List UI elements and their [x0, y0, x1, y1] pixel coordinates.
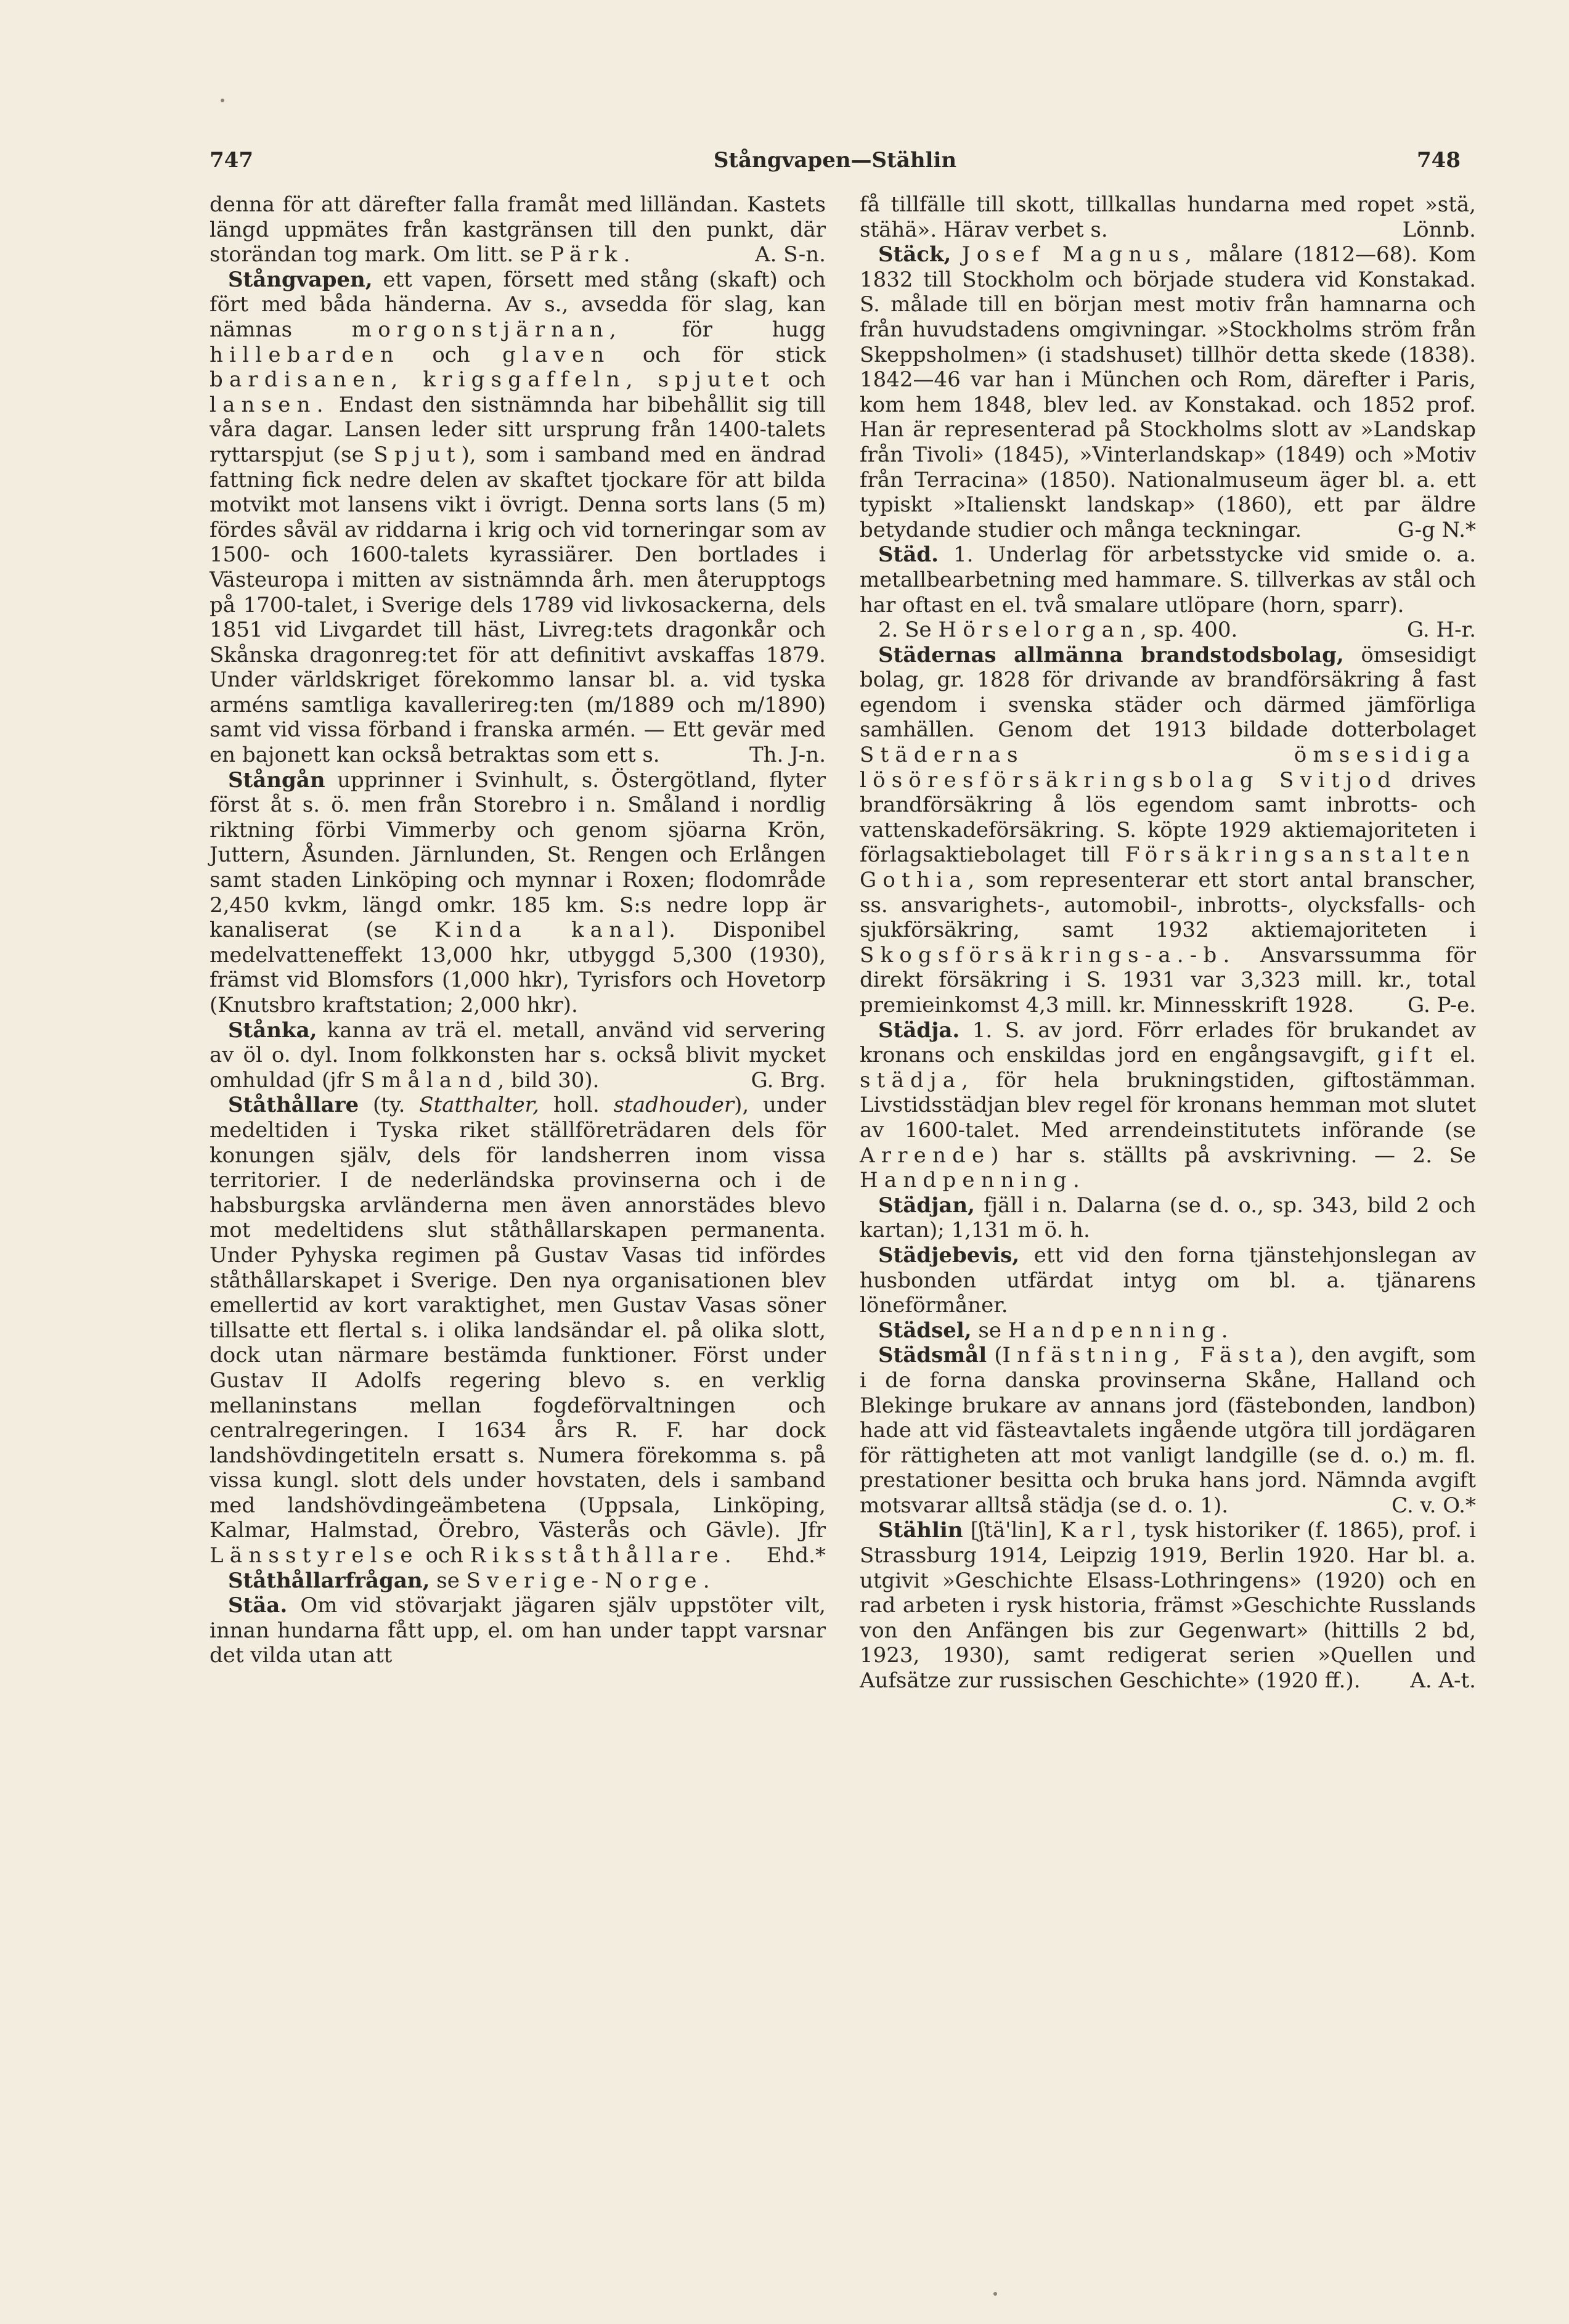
entry-stadja: Städja. 1. S. av jord. Förr erlades för brukandet av kronans och enskildas jord en engångsavgift, gift el. städja, för hela brukningstiden, giftostämman. Livstidsstädjan blev regel för kronans hemman mot slutet av 1600-talet. Med arrendeinstitutets införande (se Arrende) har s. ställts på avskrivning. — 2. Se Handpenning. [860, 1017, 1476, 1193]
left-column [210, 192, 826, 1668]
author-signature: G. Brg. [751, 1067, 826, 1093]
entry-stadsel: Städsel, se Handpenning. [878, 1318, 1234, 1343]
headword: Stångvapen, [228, 267, 373, 292]
headword: Ståthållare [228, 1093, 359, 1118]
headword: Städjebevis, [878, 1242, 1020, 1268]
headword: Stånka, [228, 1017, 317, 1043]
headword: Städsel, [878, 1318, 972, 1343]
author-signature: Ehd.* [766, 1543, 826, 1568]
entry-stanka: Stånka, kanna av trä el. metall, använd vid servering av öl o. dyl. Inom folkkonsten har s. också blivit mycket omhuldad (jfr Småland, bild 30). G. Brg. [210, 1017, 826, 1093]
entry-stadjebevis: Städjebevis, ett vid den forna tjänstehjonslegan av husbonden utfärdat intyg om bl. a. tjänarens löneförmåner. [860, 1242, 1476, 1318]
author-signature: A. A-t. [1410, 1668, 1476, 1694]
author-signature: G-g N.* [1397, 517, 1476, 542]
author-signature: G. H-r. [1406, 618, 1476, 643]
paper-speck [993, 2292, 997, 2296]
headword: Städja. [878, 1017, 960, 1043]
entry-stadernas-brandstodsbolag: Städernas allmänna brandstodsbolag, ömsesidigt bolag, gr. 1828 för drivande av brandförsäkring å fast egendom i svenska städer och därmed jämförliga samhällen. Genom det 1913 bildade dotterbolaget Städernas ömsesidiga lösöresförsäkringsbolag Svitjod drives brandförsäkring å lös egendom samt inbrotts- och vattenskadeförsäkring. S. köpte 1929 aktiemajoriteten i förlagsaktiebolaget till Försäkringsanstalten Gothia, som representerar ett stort antal branscher, ss. ansvarighets-, automobil-, inbrotts-, olycksfalls- och sjukförsäkring, samt 1932 aktiemajoriteten i Skogsförsäkrings-a.-b. Ansvarssumma för direkt försäkring i S. 1931 var 3,323 mill. kr., total premieinkomst 4,3 mill. kr. Minnesskrift 1928. G. P-e. [860, 642, 1476, 1017]
entry-stahlin: Stählin [ʃtä'lin], Karl, tysk historiker (f. 1865), prof. i Strassburg 1914, Leipzig 1919, Berlin 1920. Har bl. a. utgivit »Geschichte Elsass-Lothringens» (1920) och en rad arbeten i rysk historia, främst »Geschichte Russlands von den Anfängen bis zur Gegenwart» (hittills 2 bd, 1923, 1930), samt redigerat serien »Quellen und Aufsätze zur russischen Geschichte» (1920 ff.). A. A-t. [860, 1518, 1476, 1694]
entry-stangan: Stångån upprinner i Svinhult, s. Östergötland, flyter först åt s. ö. men från Storebro i n. Småland i nordlig riktning förbi Vimmerby och genom sjöarna Krön, Juttern, Åsunden. Järnlunden, St. Rengen och Erlången samt staden Linköping och mynnar i Roxen; flodområde 2,450 kvkm, längd omkr. 185 km. S:s nedre lopp är kanaliserat (se Kinda kanal). Disponibel medelvatteneffekt 13,000 hkr, utbyggd 5,300 (1930), främst vid Blomsfors (1,000 hkr), Tyrisfors och Hovetorp (Knutsbro kraftstation; 2,000 hkr). [210, 767, 826, 1017]
headword: Stäa. [228, 1593, 288, 1618]
author-signature: A. S-n. [755, 242, 826, 267]
author-signature: C. v. O.* [1392, 1493, 1476, 1518]
right-column [860, 192, 1476, 1694]
headword: Städernas allmänna brandstodsbolag, [878, 642, 1344, 667]
headword: Stäck, [878, 242, 952, 267]
entry-staa: Stäa. Om vid stövarjakt jägaren själv uppstöter vilt, innan hundarna fått upp, el. om han under tappt varsnar det vilda utan att [210, 1593, 826, 1668]
entry-stad-2: 2. Se Hörselorgan, sp. 400. [878, 618, 1238, 643]
headword: Städjan, [878, 1193, 975, 1218]
headword: Städ. [878, 542, 939, 568]
page-number-right: 748 [1417, 148, 1461, 173]
entry-continuation: denna för att därefter falla framåt med lilländan. Kastets längd uppmätes från kastgränsen till den punkt, där storändan tog mark. Om litt. se Pärk. A. S-n. [210, 192, 826, 267]
page-number-left: 747 [210, 148, 253, 173]
entry-stathallarfragan: Ståthållarfrågan, se Sverige-Norge. [228, 1568, 716, 1593]
paper-speck [221, 99, 224, 102]
entry-continuation: få tillfälle till skott, tillkallas hundarna med ropet »stä, stähä». Härav verbet s. Lönnb. [860, 192, 1476, 242]
author-signature: Th. J-n. [749, 743, 826, 768]
author-signature: Lönnb. [1402, 217, 1476, 242]
entry-stadjan: Städjan, fjäll i n. Dalarna (se d. o., sp. 343, bild 2 och kartan); 1,131 m ö. h. [860, 1193, 1476, 1243]
headword: Stählin [878, 1518, 963, 1543]
entry-stathallare: Ståthållare (ty. Statthalter, holl. stadhouder), under medeltiden i Tyska riket ställföreträdaren dels för konungen själv, dels för landsherren inom vissa territorier. I de nederländska provinserna och i de habsburgska arvländerna men även annorstädes blevo mot medeltidens slut ståthållarskapen permanenta. Under Pyhyska regimen på Gustav Vasas tid infördes ståthållarskapet i Sverige. Den nya organisationen blev emellertid av kort varaktighet, men Gustav Vasas söner tillsatte ett flertal s. i olika landsändar el. på olika slott, dock utan närmare bestämda funktioner. Först under Gustav II Adolfs regering blevo s. en verklig mellaninstans mellan fogdeförvaltningen och centralregeringen. I 1634 års R. F. har dock landshövdingetiteln ersatt s. Numera förekomma s. på vissa kungl. slott dels under hovstaten, dels i samband med landshövdingeämbetena (Uppsala, Linköping, Kalmar, Halmstad, Örebro, Västerås och Gävle). Jfr Länsstyrelse och Riksståthållare. Ehd.* [210, 1093, 826, 1568]
entry-stack: Stäck, Josef Magnus, målare (1812—68). Kom 1832 till Stockholm och började studera vid Konstakad. S. målade till en början mest motiv från hamnarna och från huvudstadens omgivningar. »Stockholms ström från Skeppsholmen» (i stadshuset) tillhör detta skede (1838). 1842—46 var han i München och Rom, därefter i Paris, kom hem 1848, blev led. av Konstakad. och 1852 prof. Han är representerad på Stockholms slott av »Landskap från Tivoli» (1845), »Vinterlandskap» (1849) och »Motiv från Terracina» (1850). Nationalmuseum äger bl. a. ett typiskt »Italienskt landskap» (1860), ett par äldre betydande studier och många teckningar. G-g N.* [860, 242, 1477, 542]
page-title: Stångvapen—Stählin [713, 148, 957, 173]
headword: Städsmål [878, 1343, 987, 1368]
author-signature: G. P-e. [1408, 993, 1476, 1017]
headword: Ståthållarfrågan, [228, 1568, 430, 1593]
entry-stangvapen: Stångvapen, ett vapen, försett med stång (skaft) och fört med båda händerna. Av s., avsedda för slag, kan nämnas morgonstjärnan, för hugg hillebarden och glaven och för stick bardisanen, krigsgaffeln, spjutet och lansen. Endast den sistnämnda har bibehållit sig till våra dagar. Lansen leder sitt ursprung från 1400-talets ryttarspjut (se Spjut), som i samband med en ändrad fattning fick nedre delen av skaftet tjockare för att bilda motvikt mot lansens vikt i övrigt. Denna sorts lans (5 m) fördes såväl av riddarna i krig och vid torneringar som av 1500- och 1600-talets kyrassiärer. Den bortlades i Västeuropa i mitten av sistnämnda årh. men återupptogs på 1700-talet, i Sverige dels 1789 vid livkosackerna, dels 1851 vid Livgardet till häst, Livreg:tets dragonkår och Skånska dragonreg:tet för att definitivt avskaffas 1879. Under världskriget förekommo lansar bl. a. vid tyska arméns samtliga kavallerireg:ten (m/1889 och m/1890) samt vid vissa förband i franska armén. — Ett gevär med en bajonett kan också betraktas som ett s. Th. J-n. [210, 267, 826, 768]
entry-stadsmal: Städsmål (Infästning, Fästa), den avgift, som i de forna danska provinserna Skåne, Halland och Blekinge brukare av annans jord (fästebonden, landbon) hade att vid fästeavtalets ingående utgöra till jordägaren för rättigheten att mot vanligt landgille (se d. o.) m. fl. prestationer besitta och bruka hans jord. Nämnda avgift motsvarar alltså städja (se d. o. 1). C. v. O.* [860, 1343, 1476, 1518]
entry-stad: Städ. 1. Underlag för arbetsstycke vid smide o. a. metallbearbetning med hammare. S. tillverkas av stål och har oftast en el. två smalare utlöpare (horn, sparr). G. H-r. [860, 542, 1476, 643]
running-header [210, 148, 1461, 185]
headword: Stångån [228, 767, 325, 793]
